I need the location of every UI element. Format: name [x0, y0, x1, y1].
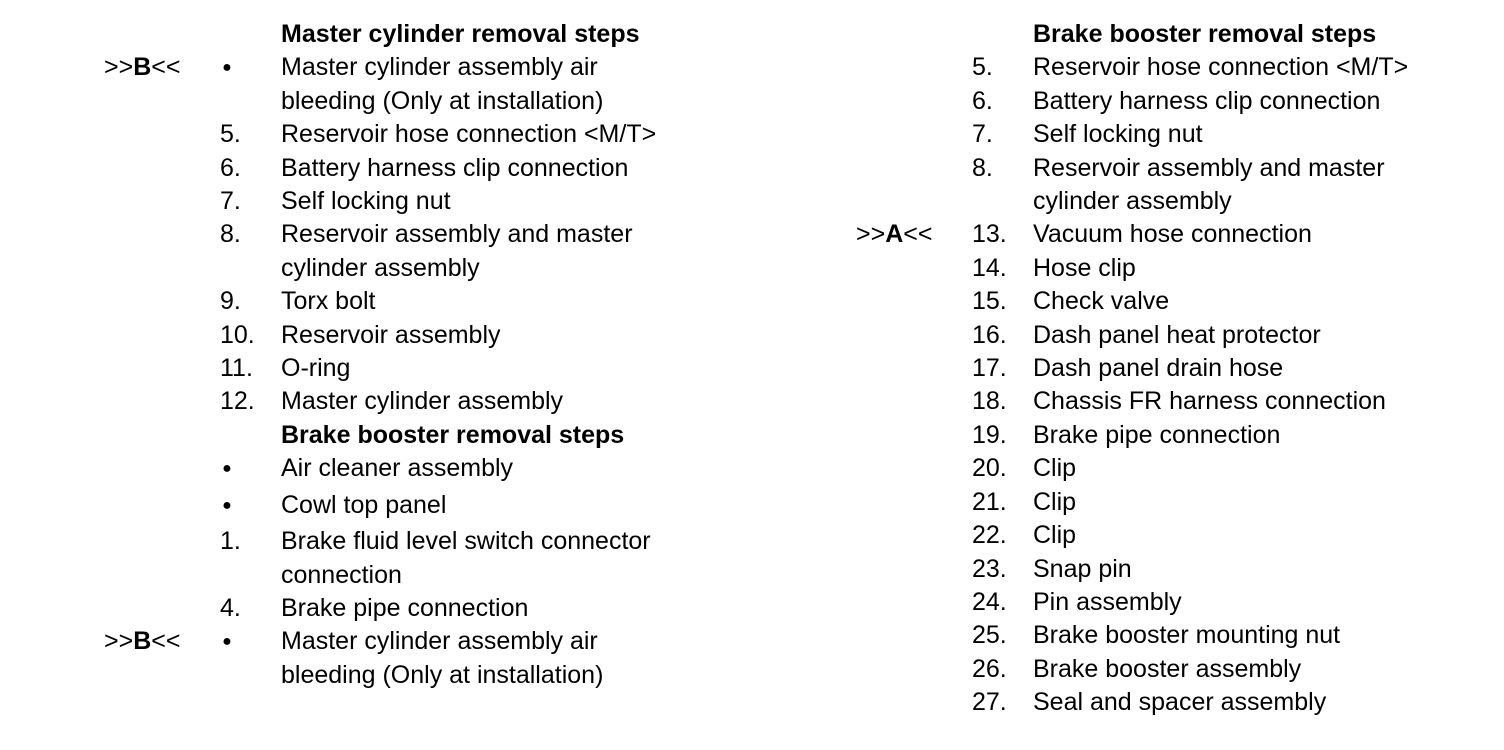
item-number: 1. [220, 527, 241, 556]
item-text-line: Reservoir hose connection <M/T> [1033, 53, 1409, 82]
numbered-list-item [752, 85, 1504, 118]
item-text-line: Battery harness clip connection [1033, 86, 1381, 115]
item-text-line: Brake fluid level switch connector [281, 527, 651, 556]
bullet-dot-icon: ● [222, 59, 232, 77]
item-number: 19. [972, 420, 1007, 449]
item-text-line: Clip [1033, 521, 1077, 550]
numbered-list-item [752, 586, 1504, 619]
numbered-list-item [752, 686, 1504, 719]
item-text-line: Self locking nut [281, 187, 451, 216]
reference-marker [856, 218, 932, 251]
bullet-list-item [0, 489, 752, 522]
item-number: 16. [972, 320, 1007, 349]
numbered-list-item [752, 553, 1504, 586]
bullet-dot-icon: ● [222, 460, 232, 478]
item-number: 22. [972, 521, 1007, 550]
numbered-list-item [0, 185, 752, 218]
numbered-list-item [0, 218, 752, 285]
item-number: 21. [972, 487, 1007, 516]
item-text-line: Air cleaner assembly [281, 454, 514, 483]
item-number: 8. [972, 153, 993, 182]
numbered-list-item [752, 653, 1504, 686]
numbered-list-item [752, 419, 1504, 452]
item-number: 20. [972, 454, 1007, 483]
item-text-line: Brake pipe connection [281, 593, 529, 622]
reference-prefix: >> [104, 627, 134, 656]
item-text-line: Torx bolt [281, 287, 376, 316]
numbered-list-item [752, 519, 1504, 552]
item-text-line: cylinder assembly [1033, 187, 1232, 216]
item-number: 13. [972, 220, 1007, 249]
item-number: 23. [972, 554, 1007, 583]
item-number: 5. [220, 120, 241, 149]
section-heading [0, 419, 752, 452]
section-heading [0, 18, 752, 51]
item-text-line: Pin assembly [1033, 587, 1182, 616]
section-heading-text: Brake booster removal steps [1033, 20, 1377, 48]
numbered-list-item [0, 285, 752, 318]
bullet-list-item [0, 51, 752, 118]
item-text-line: Dash panel drain hose [1033, 354, 1284, 383]
reference-suffix: << [151, 627, 181, 656]
numbered-list-item [752, 152, 1504, 219]
bullet-dot-icon: ● [222, 633, 232, 651]
reference-marker [104, 51, 180, 84]
numbered-list-item [0, 592, 752, 625]
item-text-line: Cowl top panel [281, 490, 447, 519]
numbered-list-item [0, 352, 752, 385]
item-number: 27. [972, 688, 1007, 717]
numbered-list-item [752, 252, 1504, 285]
item-text-line: cylinder assembly [281, 253, 480, 282]
item-text-line: Vacuum hose connection [1033, 220, 1312, 249]
item-number: 11. [220, 354, 253, 383]
item-text-line: Battery harness clip connection [281, 153, 629, 182]
numbered-list-item [0, 118, 752, 151]
item-number: 17. [972, 354, 1007, 383]
item-number: 8. [220, 220, 241, 249]
reference-prefix: >> [104, 53, 134, 82]
numbered-list-item [752, 118, 1504, 151]
numbered-list-item [752, 486, 1504, 519]
numbered-list-item [0, 385, 752, 418]
reference-marker [104, 625, 180, 658]
reference-prefix: >> [856, 220, 886, 249]
item-text-line: Reservoir hose connection <M/T> [281, 120, 657, 149]
item-text-line: Brake booster assembly [1033, 654, 1302, 683]
item-text-line: Reservoir assembly and master [1033, 153, 1385, 182]
bullet-dot-icon: ● [222, 496, 232, 514]
item-number: 4. [220, 593, 241, 622]
numbered-list-item [752, 319, 1504, 352]
bullet-list-item [0, 452, 752, 485]
item-text-line: Reservoir assembly and master [281, 220, 633, 249]
item-text-line: bleeding (Only at installation) [281, 660, 604, 689]
numbered-list-item [752, 619, 1504, 652]
item-number: 6. [972, 86, 993, 115]
item-number: 5. [972, 53, 993, 82]
reference-letter: A [885, 220, 904, 249]
item-text-line: Brake booster mounting nut [1033, 621, 1341, 650]
item-number: 18. [972, 387, 1007, 416]
left-column [0, 18, 752, 692]
right-column [752, 18, 1504, 720]
item-number: 24. [972, 587, 1007, 616]
item-text-line: Seal and spacer assembly [1033, 688, 1327, 717]
item-text-line: Master cylinder assembly [281, 387, 564, 416]
item-number: 7. [972, 120, 993, 149]
reference-suffix: << [903, 220, 933, 249]
item-text-line: Dash panel heat protector [1033, 320, 1321, 349]
item-text-line: Master cylinder assembly air [281, 627, 598, 656]
item-text-line: Clip [1033, 454, 1077, 483]
item-text-line: connection [281, 560, 402, 589]
section-heading [752, 18, 1504, 51]
numbered-list-item [752, 51, 1504, 84]
item-text-line: O-ring [281, 354, 351, 383]
numbered-list-item [752, 218, 1504, 251]
item-number: 6. [220, 153, 241, 182]
item-number: 14. [972, 253, 1007, 282]
item-text-line: Brake pipe connection [1033, 420, 1281, 449]
section-heading-text: Master cylinder removal steps [281, 20, 640, 48]
item-text-line: bleeding (Only at installation) [281, 86, 604, 115]
item-number: 12. [220, 387, 255, 416]
item-number: 9. [220, 287, 241, 316]
reference-letter: B [133, 627, 152, 656]
numbered-list-item [0, 152, 752, 185]
numbered-list-item [752, 285, 1504, 318]
item-text-line: Hose clip [1033, 253, 1136, 282]
numbered-list-item [0, 319, 752, 352]
item-number: 10. [220, 320, 255, 349]
item-number: 15. [972, 287, 1007, 316]
numbered-list-item [752, 385, 1504, 418]
item-number: 7. [220, 187, 241, 216]
reference-letter: B [133, 53, 152, 82]
item-text-line: Master cylinder assembly air [281, 53, 598, 82]
item-text-line: Snap pin [1033, 554, 1132, 583]
item-text-line: Chassis FR harness connection [1033, 387, 1386, 416]
reference-suffix: << [151, 53, 181, 82]
numbered-list-item [752, 352, 1504, 385]
item-text-line: Self locking nut [1033, 120, 1203, 149]
numbered-list-item [752, 452, 1504, 485]
bullet-list-item [0, 625, 752, 692]
section-heading-text: Brake booster removal steps [281, 420, 625, 449]
item-number: 25. [972, 621, 1007, 650]
item-text-line: Check valve [1033, 287, 1170, 316]
item-number: 26. [972, 654, 1007, 683]
item-text-line: Reservoir assembly [281, 320, 501, 349]
item-text-line: Clip [1033, 487, 1077, 516]
numbered-list-item [0, 525, 752, 592]
